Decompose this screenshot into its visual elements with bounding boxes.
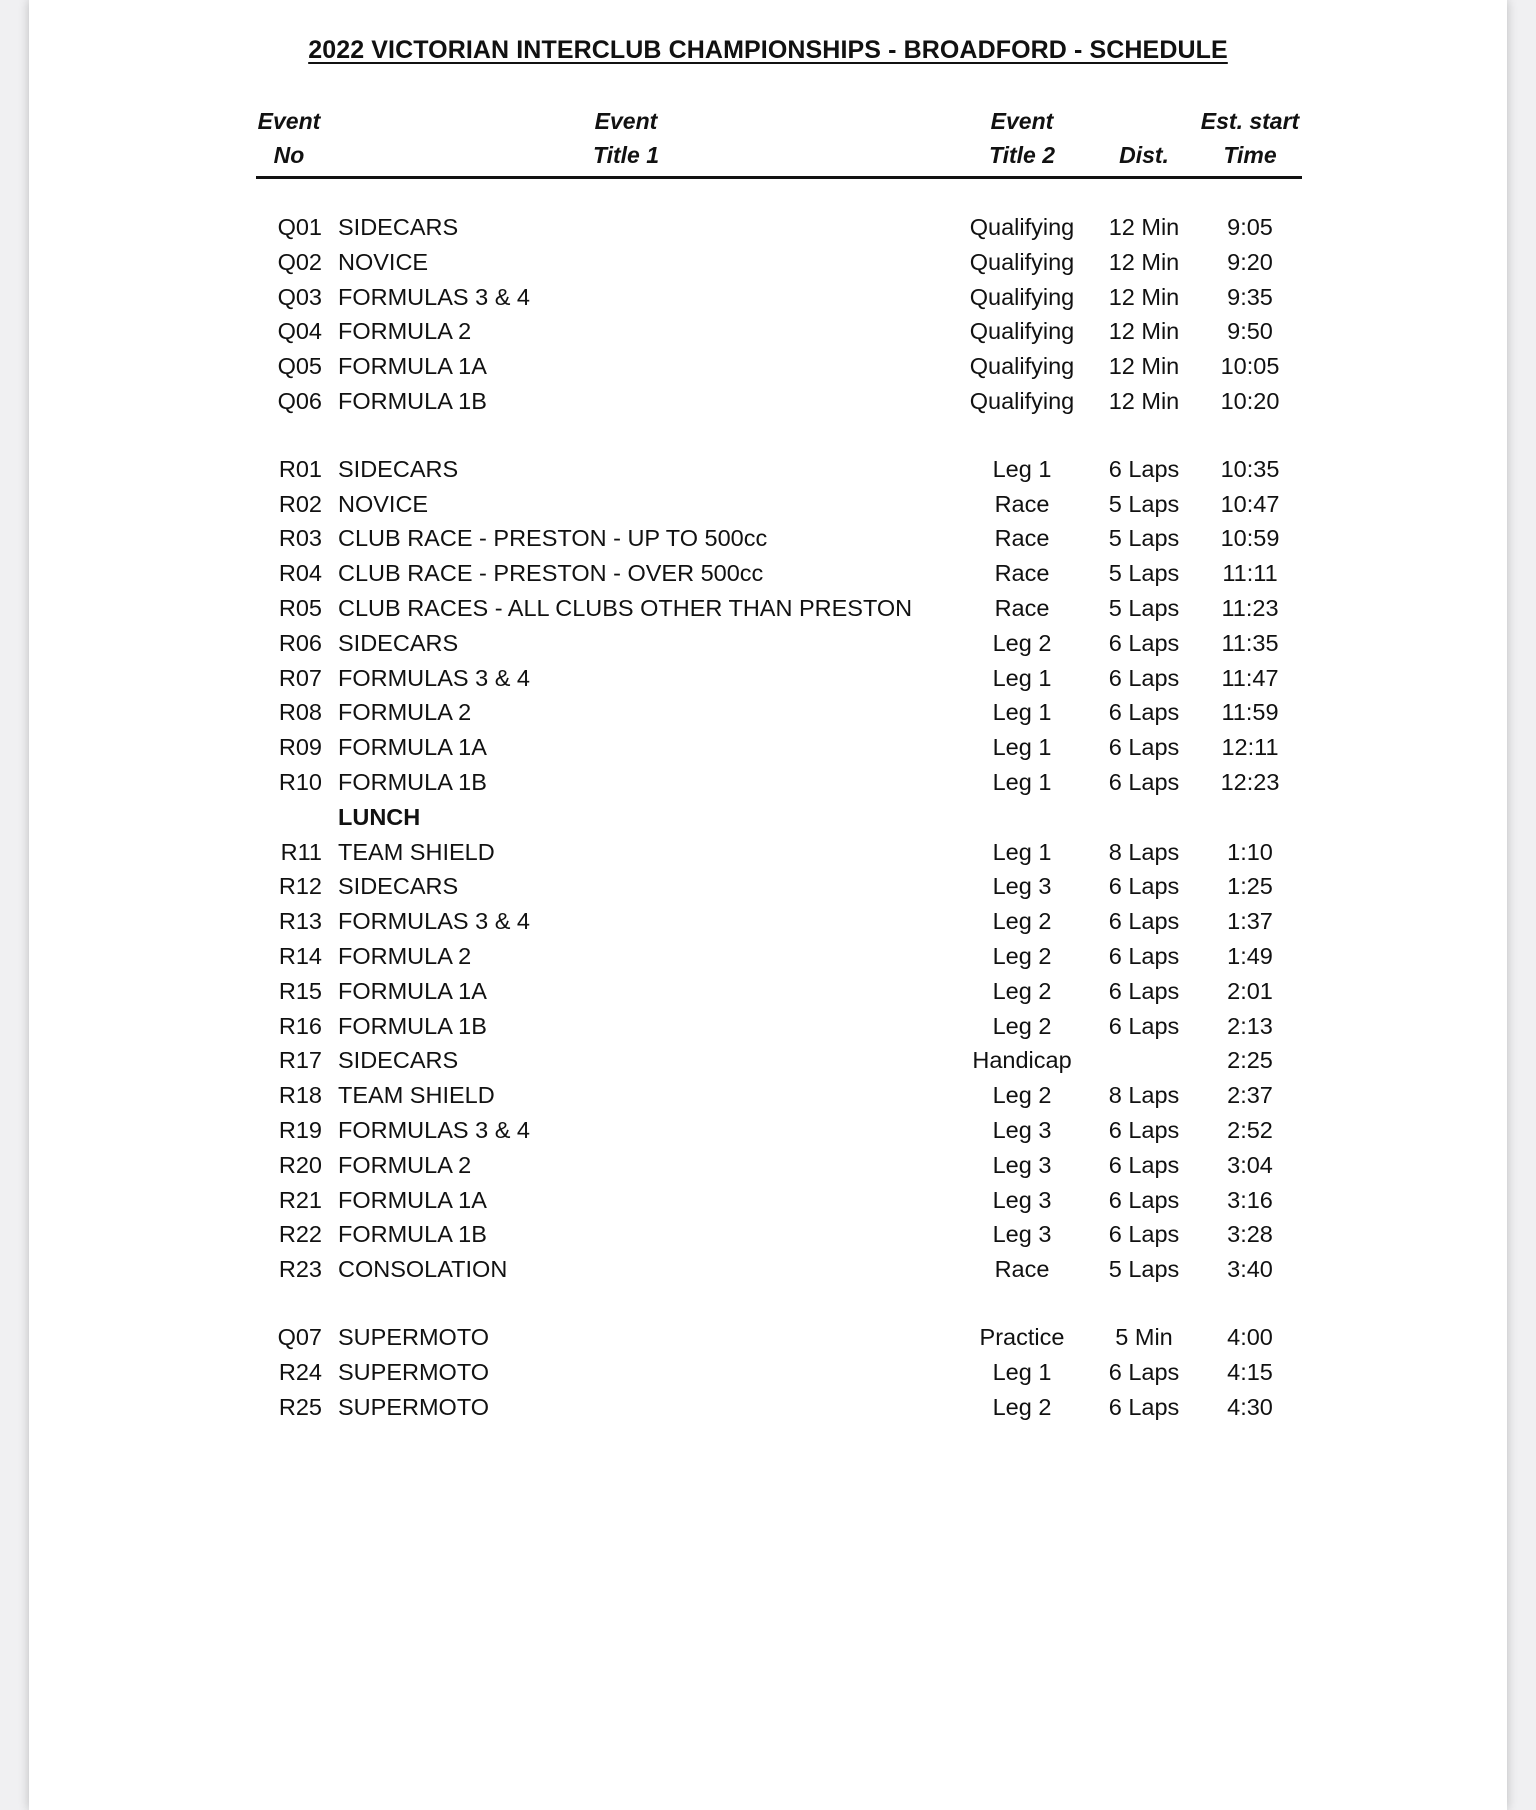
document-page <box>29 0 1507 1810</box>
event-no: R25 <box>278 1393 322 1420</box>
table-row <box>256 591 1302 625</box>
header-event-title-2: Event Title 2 <box>988 108 1056 168</box>
event-no: Q07 <box>277 1324 322 1351</box>
event-title-2: Leg 2 <box>992 1012 1052 1039</box>
table-row <box>256 939 1302 973</box>
header-event-no: Event No <box>257 108 321 168</box>
event-no: R09 <box>278 734 322 761</box>
table-row <box>256 280 1302 314</box>
event-no: R16 <box>278 1012 322 1039</box>
event-title-1: FORMULA 1B <box>338 769 487 796</box>
table-row <box>256 487 1302 521</box>
event-title-2: Qualifying <box>969 353 1075 380</box>
event-title-1: CLUB RACES - ALL CLUBS OTHER THAN PRESTON <box>338 595 913 622</box>
distance: 6 Laps <box>1108 664 1180 691</box>
event-title-1: SIDECARS <box>338 629 459 656</box>
event-title-1: FORMULA 1B <box>338 1012 487 1039</box>
distance: 6 Laps <box>1108 1393 1180 1420</box>
start-time: 10:47 <box>1220 490 1280 517</box>
table-row <box>256 1217 1302 1251</box>
table-row <box>256 904 1302 938</box>
event-title-1: SUPERMOTO <box>338 1358 490 1385</box>
table-row <box>256 1043 1302 1077</box>
table-row <box>256 1009 1302 1043</box>
event-title-1: SIDECARS <box>338 214 459 240</box>
start-time: 11:35 <box>1221 629 1279 656</box>
event-title-2: Leg 1 <box>992 664 1052 691</box>
event-title-2: Leg 3 <box>992 1221 1052 1248</box>
event-title-2: Practice <box>979 1324 1065 1351</box>
event-title-1: CONSOLATION <box>338 1256 508 1283</box>
distance: 12 Min <box>1108 388 1180 414</box>
event-title-2: Leg 3 <box>992 1186 1052 1213</box>
event-title-1: SIDECARS <box>338 455 459 482</box>
table-row <box>256 245 1302 279</box>
event-no: R03 <box>278 525 322 552</box>
start-time: 2:01 <box>1227 977 1273 1004</box>
distance: 5 Laps <box>1108 1256 1180 1283</box>
table-row <box>256 1113 1302 1147</box>
event-no: R01 <box>278 455 322 482</box>
table-row <box>256 1148 1302 1182</box>
header-event-title-1: Event Title 1 <box>592 108 660 168</box>
distance: 5 Laps <box>1108 490 1180 517</box>
event-no: R08 <box>278 699 322 726</box>
distance: 6 Laps <box>1108 943 1180 970</box>
start-time: 10:35 <box>1220 455 1280 482</box>
start-time: 2:37 <box>1227 1082 1273 1109</box>
event-title-2: Race <box>994 525 1050 552</box>
event-title-2: Handicap <box>972 1047 1072 1074</box>
start-time: 10:59 <box>1220 525 1280 552</box>
start-time: 9:50 <box>1227 318 1273 345</box>
event-title-2: Leg 1 <box>992 455 1052 482</box>
header-est-start-time: Est. start Time <box>1200 108 1300 168</box>
event-title-2: Leg 2 <box>992 943 1052 970</box>
event-title-1: FORMULA 1A <box>338 734 487 761</box>
distance: 6 Laps <box>1108 908 1180 935</box>
start-time: 3:04 <box>1227 1151 1273 1178</box>
distance: 6 Laps <box>1108 629 1180 656</box>
event-title-2: Leg 3 <box>992 1117 1052 1144</box>
table-row <box>256 1078 1302 1112</box>
table-row <box>256 695 1302 729</box>
event-title-1: TEAM SHIELD <box>338 1082 495 1109</box>
table-row <box>256 661 1302 695</box>
start-time: 2:25 <box>1227 1047 1273 1074</box>
start-time: 9:20 <box>1227 248 1273 275</box>
start-time: 11:47 <box>1221 664 1279 691</box>
event-no: R22 <box>278 1221 322 1248</box>
event-title-2: Qualifying <box>969 388 1075 414</box>
distance: 12 Min <box>1108 353 1180 380</box>
event-no: Q02 <box>277 248 322 275</box>
table-row <box>256 210 1302 244</box>
start-time: 3:28 <box>1227 1221 1273 1248</box>
event-no: R02 <box>278 490 322 517</box>
event-no: Q04 <box>277 318 322 345</box>
event-title-1: FORMULA 2 <box>338 318 472 345</box>
start-time: 2:52 <box>1227 1117 1273 1144</box>
event-no: R15 <box>278 977 322 1004</box>
event-title-1: CLUB RACE - PRESTON - OVER 500cc <box>338 560 764 587</box>
event-title-2: Race <box>994 560 1050 587</box>
start-time: 3:40 <box>1227 1256 1273 1283</box>
event-no: Q01 <box>277 214 322 240</box>
event-title-2: Race <box>994 490 1050 517</box>
distance: 5 Laps <box>1108 560 1180 587</box>
event-title-2: Leg 1 <box>992 838 1052 865</box>
start-time: 4:00 <box>1227 1324 1273 1351</box>
event-title-2: Qualifying <box>969 214 1075 240</box>
start-time: 4:30 <box>1227 1393 1273 1420</box>
distance: 8 Laps <box>1108 1082 1180 1109</box>
lunch-break-label: LUNCH <box>338 803 421 830</box>
distance: 6 Laps <box>1108 455 1180 482</box>
distance: 6 Laps <box>1108 734 1180 761</box>
distance: 6 Laps <box>1108 1221 1180 1248</box>
event-title-1: FORMULAS 3 & 4 <box>338 1117 530 1144</box>
table-row <box>256 1355 1302 1389</box>
event-no: R05 <box>278 595 322 622</box>
distance: 6 Laps <box>1108 699 1180 726</box>
event-title-2: Leg 2 <box>992 1393 1052 1420</box>
event-title-1: FORMULAS 3 & 4 <box>338 283 530 310</box>
table-row <box>256 314 1302 348</box>
start-time: 11:59 <box>1221 699 1279 726</box>
distance: 6 Laps <box>1108 1117 1180 1144</box>
table-row <box>256 626 1302 660</box>
start-time: 9:35 <box>1227 283 1273 310</box>
table-row <box>256 1183 1302 1217</box>
start-time: 12:23 <box>1220 769 1280 796</box>
table-row <box>256 974 1302 1008</box>
event-title-2: Leg 1 <box>992 699 1052 726</box>
event-title-2: Leg 2 <box>992 977 1052 1004</box>
event-title-1: FORMULA 1A <box>338 1186 487 1213</box>
start-time: 11:11 <box>1222 560 1278 587</box>
event-title-1: FORMULA 1A <box>338 353 487 380</box>
event-title-1: FORMULA 1B <box>338 388 487 414</box>
distance: 6 Laps <box>1108 1151 1180 1178</box>
event-no: Q03 <box>277 283 322 310</box>
page-title: 2022 VICTORIAN INTERCLUB CHAMPIONSHIPS - BROADFORD - SCHEDULE <box>308 36 1228 64</box>
event-title-1: FORMULAS 3 & 4 <box>338 908 530 935</box>
event-no: R24 <box>278 1358 322 1385</box>
event-title-2: Leg 1 <box>992 1358 1052 1385</box>
event-title-1: FORMULA 1A <box>338 977 487 1004</box>
event-title-1: FORMULA 2 <box>338 699 472 726</box>
event-no: Q05 <box>277 353 322 380</box>
table-row <box>256 349 1302 383</box>
start-time: 12:11 <box>1221 734 1279 761</box>
event-title-2: Qualifying <box>969 248 1075 275</box>
event-no: R10 <box>278 769 322 796</box>
event-title-1: FORMULA 1B <box>338 1221 487 1248</box>
start-time: 3:16 <box>1227 1186 1273 1213</box>
event-title-2: Race <box>994 1256 1050 1283</box>
start-time: 11:23 <box>1221 595 1279 622</box>
event-no: Q06 <box>277 388 322 414</box>
event-title-1: SIDECARS <box>338 1047 459 1074</box>
event-no: R06 <box>278 629 322 656</box>
event-no: R13 <box>278 908 322 935</box>
start-time: 1:25 <box>1227 873 1273 900</box>
start-time: 4:15 <box>1227 1358 1273 1385</box>
event-title-1: SUPERMOTO <box>338 1393 490 1420</box>
table-row <box>256 452 1302 486</box>
distance: 8 Laps <box>1108 838 1180 865</box>
event-title-1: FORMULA 2 <box>338 1151 472 1178</box>
distance: 12 Min <box>1108 283 1180 310</box>
table-row <box>256 384 1302 418</box>
event-title-1: FORMULA 2 <box>338 943 472 970</box>
event-title-2: Leg 1 <box>992 769 1052 796</box>
table-row <box>256 869 1302 903</box>
distance: 6 Laps <box>1108 1012 1180 1039</box>
event-title-2: Qualifying <box>969 318 1075 345</box>
distance: 12 Min <box>1108 318 1180 345</box>
event-title-2: Leg 2 <box>992 629 1052 656</box>
event-title-2: Leg 2 <box>992 1082 1052 1109</box>
distance: 6 Laps <box>1108 1358 1180 1385</box>
distance: 6 Laps <box>1108 1186 1180 1213</box>
event-no: R14 <box>278 943 322 970</box>
event-no: R07 <box>278 664 322 691</box>
event-title-2: Leg 1 <box>992 734 1052 761</box>
start-time: 1:10 <box>1227 838 1273 865</box>
table-row <box>256 730 1302 764</box>
table-row <box>256 521 1302 555</box>
event-title-1: FORMULAS 3 & 4 <box>338 664 530 691</box>
event-no: R23 <box>278 1256 322 1283</box>
table-row <box>256 765 1302 799</box>
event-no: R18 <box>278 1082 322 1109</box>
start-time: 10:20 <box>1220 388 1280 414</box>
table-row <box>256 1252 1302 1286</box>
header-dist: Dist. <box>1119 142 1169 168</box>
distance: 6 Laps <box>1108 977 1180 1004</box>
event-title-1: SUPERMOTO <box>338 1324 490 1351</box>
start-time: 1:37 <box>1227 908 1273 935</box>
start-time: 10:05 <box>1220 353 1280 380</box>
event-no: R04 <box>278 560 322 587</box>
table-row <box>256 1320 1302 1354</box>
event-title-2: Leg 3 <box>992 873 1052 900</box>
event-no: R17 <box>278 1047 322 1074</box>
distance: 5 Laps <box>1108 525 1180 552</box>
event-title-1: SIDECARS <box>338 873 459 900</box>
distance: 5 Laps <box>1108 595 1180 622</box>
table-row <box>256 556 1302 590</box>
event-title-2: Leg 3 <box>992 1151 1052 1178</box>
event-title-1: NOVICE <box>338 248 429 275</box>
event-no: R19 <box>278 1117 322 1144</box>
start-time: 9:05 <box>1227 214 1273 240</box>
distance: 12 Min <box>1108 248 1180 275</box>
event-title-2: Race <box>994 595 1050 622</box>
event-no: R21 <box>278 1186 322 1213</box>
event-title-1: NOVICE <box>338 490 429 517</box>
event-no: R20 <box>278 1151 322 1178</box>
table-row <box>256 1390 1302 1424</box>
table-header <box>256 104 1302 179</box>
distance: 6 Laps <box>1108 769 1180 796</box>
distance: 5 Min <box>1115 1324 1173 1351</box>
start-time: 1:49 <box>1227 943 1273 970</box>
event-title-1: TEAM SHIELD <box>338 838 495 865</box>
event-no: R11 <box>280 838 322 865</box>
event-no: R12 <box>278 873 322 900</box>
event-title-2: Qualifying <box>969 283 1075 310</box>
table-row <box>256 835 1302 869</box>
event-title-1: CLUB RACE - PRESTON - UP TO 500cc <box>338 525 768 552</box>
distance: 12 Min <box>1108 214 1180 240</box>
start-time: 2:13 <box>1227 1012 1273 1039</box>
distance: 6 Laps <box>1108 873 1180 900</box>
event-title-2: Leg 2 <box>992 908 1052 935</box>
